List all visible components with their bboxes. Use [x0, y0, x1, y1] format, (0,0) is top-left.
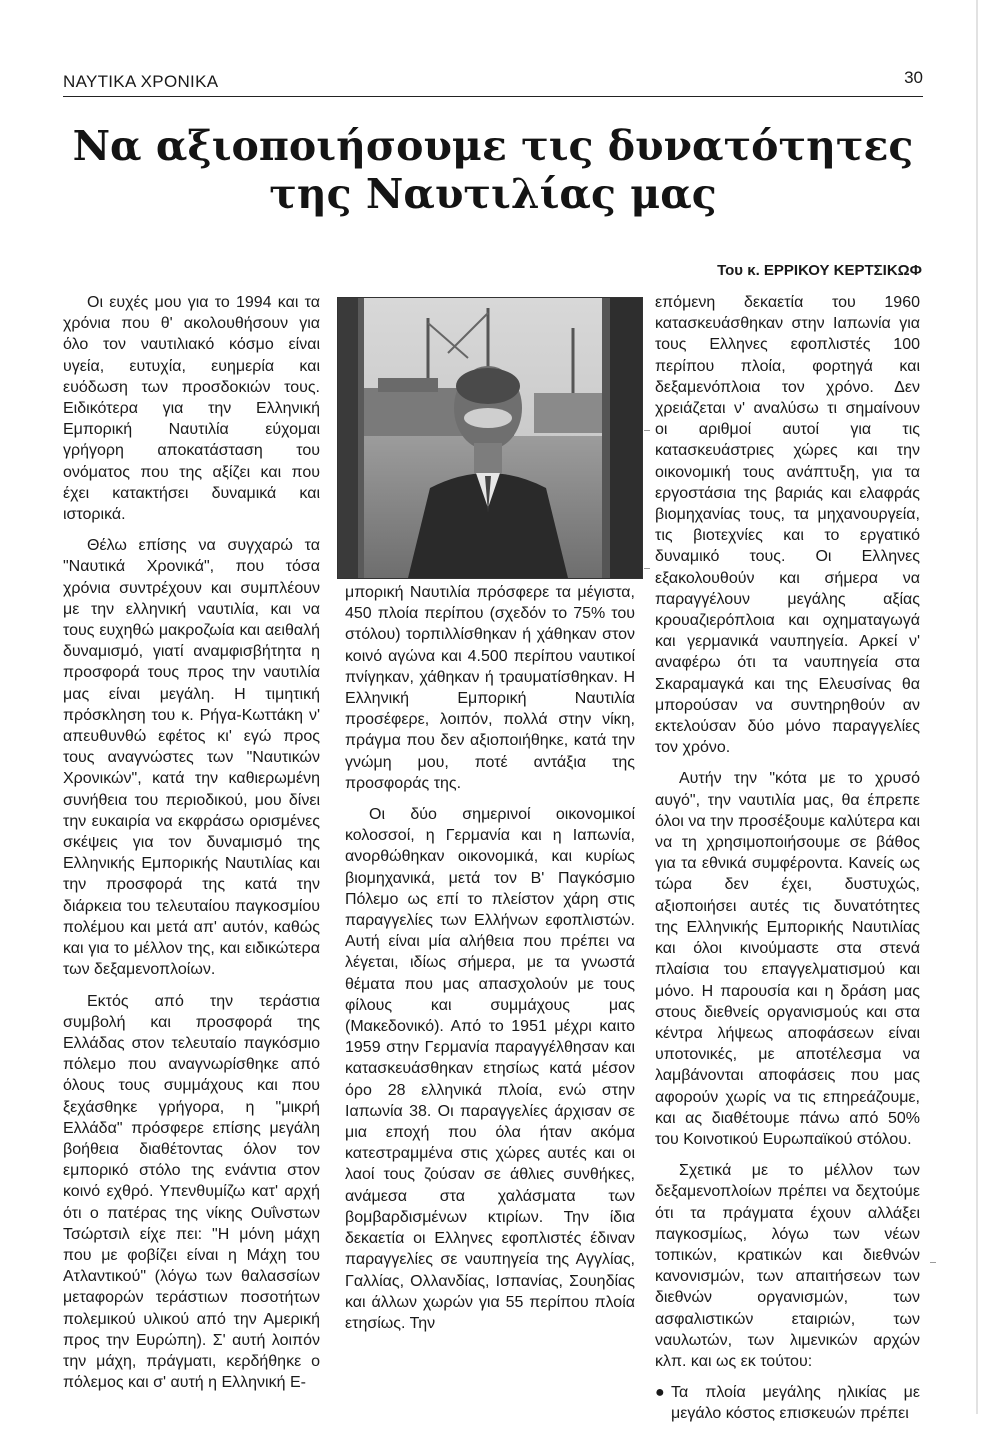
- column-rule-mark: [644, 430, 650, 431]
- paragraph: Θέλω επίσης να συγχαρώ τα "Ναυτικά Χρονικά", που τόσα χρόνια συντρέχουν και συμπλέουν με την ελληνική ναυτιλία, και να τους ευχηθώ μακροζωία και αειθαλή δυναμισμό, γιατί αναμφισβήτητα η προσφορά τους προς την ναυτιλία μας είναι μεγάλη. Η τιμητική πρόσκληση του κ. Ρήγα-Κωττάκη ν' απευθυνθώ εφέτος κι' εγώ προς τους αναγνώστες των "Ναυτικών Χρονικών", κατά την καθιερωμένη συνήθεια του περιοδικού, μου δίνει την ευκαιρία να εκφράσω ορισμένες σκέψεις για τον δυναμισμό της Ελληνικής Εμπορικής Ναυτιλίας και την προσφορά της κατά την διάρκεια του τελευταίου παγκοσμίου πολέμου και μετά απ' αυτόν, καθώς και για το μέλλον της, και ειδικώτερα των δεξαμενοπλοίων.: [63, 537, 320, 979]
- magazine-name: ΝΑΥΤΙΚΑ ΧΡΟΝΙΚΑ: [63, 72, 219, 91]
- paragraph: επόμενη δεκαετία του 1960 κατασκευάσθηκαν στην Ιαπωνία για τους Ελληνες εφοπλιστές 100 περίπου πλοία, φορτηγά και δεξαμενόπλοια τον χρόνο. Δεν χρειάζεται ν' αναλύσω τι σημαίνουν οι αριθμοί αυτοί για τις κατασκευάστριες χώρες και την οικονομική τους ανάπτυξη, για τα εργοστάσια της βαριάς και ελαφράς βιομηχανίας τους, τα μηχανουργεία, τις βιοτεχνίες και το εργατικό δυναμικό τους. Οι Ελληνες εξακολουθούν και σήμερα να παραγγέλουν μεγάλης αξίας κρουαζιερόπλοια και οχηματαγωγά και γερμανικά ναυπηγεία. Αρκεί ν' αναφέρω ότι τα ναυπηγεία στα Σκαραμαγκά και της Ελευσίνας θα μπορούσαν να συντηρηθούν αν εκτελούσαν δύο μόνο παραγγελίες τον χρόνο.: [655, 294, 920, 757]
- running-head: [63, 66, 923, 97]
- paragraph: Οι ευχές μου για το 1994 και τα χρόνια που θ' ακολουθήσουν για όλο τον ναυτιλιακό κόσμο είναι υγεία, ευτυχία, ευημερία και ευόδωση των προσδοκιών τους. Ειδικότερα για την Ελληνική Εμπορική Ναυτιλία εύχομαι γρήγορη αποκατάσταση του ονόματος που της αξίζει και που έχει κατακτήσει δυναμικά και ιστορικά.: [63, 294, 320, 524]
- bullet-icon: ●: [655, 1384, 665, 1402]
- paragraph: Αυτήν την "κότα με το χρυσό αυγό", την ναυτιλία μας, θα έπρεπε όλοι να την προσέξουμε καλύτερα και να τη χρησιμοποιήσουμε σε βάθος για τα εθνικά συμφέροντα. Κανείς ως τώρα δεν έχει, δυστυχώς, αξιοποιήσει αυτές τις δυνατότητες της Ελληνικής Εμπορικής Ναυτιλίας και όλοι κινούμαστε στα στενά πλαίσια του επαγγελματισμού και μόνο. Η παρουσία και η δράση μας στους διεθνείς οργανισμούς και στα κέντρα λήψεως αποφάσεων είναι υποτονικές, με αποτέλεσμα να λαμβάνονται αποφάσεις που μας αφορούν χωρίς να τις επηρεάζουμε, και ας διαθέτουμε πάνω από 50% του Κοινοτικού Ευρωπαϊκού στόλου.: [655, 770, 920, 1148]
- page-number: 30: [904, 68, 923, 87]
- bullet-text: Τα πλοία μεγάλης ηλικίας με μεγάλο κόστος επισκευών πρέπει: [671, 1384, 920, 1423]
- column-3: [655, 292, 920, 1435]
- paragraph: Εκτός από την τεράστια συμβολή και προσφορά της Ελλάδας στον τελευταίο παγκόσμιο πόλεμο που αναγνωρίσθηκε από όλους τους συμμάχους και που ξεχάσθηκε γρήγορα, η "μικρή Ελλάδα" πρόσφερε επίσης μεγάλη βοήθεια διαθέτοντας όλον τον εμπορικό στόλο της ενάντια στον κοινό εχθρό. Υπενθυμίζω κατ' αρχή ότι ο πατέρας της νίκης Ουΐνστων Τσώρτσιλ είχε πει: "Η μόνη μάχη που με φοβίζει είναι η Μάχη του Ατλαντικού" (λόγω των θαλασσίων μεταφορών τεράστιων ποσοτήτων πολεμικού υλικού από την Αμερική προς την Ευρώπη). Σ' αυτή λοιπόν την μάχη, πράγματι, κερδήθηκε ο πόλεμος και σ' αυτή η Ελληνική Ε-: [63, 992, 320, 1392]
- paragraph: Σχετικά με το μέλλον των δεξαμενοπλοίων πρέπει να δεχτούμε ότι τα πράγματα έχουν αλλάξει παγκοσμίως, λόγω των νέων τοπικών, κρατικών και διεθνών κανονισμών, των απαιτήσεων των διεθνών οργανισμών, των ασφαλιστικών εταιριών, των ναυλωτών, των λιμενικών αρχών κλπ. και ως εκ τούτου:: [655, 1162, 920, 1370]
- column-rule-mark: [644, 568, 650, 569]
- article-title: Να αξιοποιήσουμε τις δυνατότητες της Ναυτιλίας μας: [72, 122, 914, 218]
- column-2: [345, 582, 635, 1344]
- author-photo: [337, 297, 643, 579]
- paragraph: Οι δύο σημερινοί οικονομικοί κολοσσοί, η Γερμανία και η Ιαπωνία, ανορθώθηκαν οικονομικά, και κυρίως βιομηχανικά, μετά τον Β' Παγκόσμιο Πόλεμο ως επί το πλείστον χάρη στις παραγγελίες των Ελλήνων εφοπλιστών. Αυτή είναι μία αλήθεια που πρέπει να λέγεται, ιδίως σήμερα, με τα γνωστά θέματα που μας απασχολούν με τους φίλους και συμμάχους μας (Μακεδονικό). Από το 1951 μέχρι καιτο 1959 στην Γερμανία παραγγέλθησαν και κατασκευάσθηκαν ετησίως κατά μέσον όρο 28 ελληνικά πλοία, ενώ στην Ιαπωνία 38. Οι παραγγελίες άρχισαν σε μια εποχή που όλα ήταν ακόμα κατεστραμμένα στις χώρες αυτές και οι λαοί τους ζούσαν σε άθλιες συνθήκες, ανάμεσα στα χαλάσματα των βομβαρδισμένων κτιρίων. Την ίδια δεκαετία οι Ελληνες εφοπλιστές έδιναν παραγγελίες σε ναυπηγεία της Αγγλίας, Γαλλίας, Ολλανδίας, Ισπανίας, Σουηδίας και άλλων χωρών για 55 περίπου πλοία ετησίως. Την: [345, 806, 635, 1332]
- paragraph: μπορική Ναυτιλία πρόσφερε τα μέγιστα, 450 πλοία περίπου (σχεδόν το 75% του στόλου) τορπιλλίσθηκαν ή χάθηκαν στον κοινό αγώνα και 4.500 περίπου ναυτικοί πνίγηκαν, χάθηκαν ή τραυματίσθηκαν. Η Ελληνική Εμπορική Ναυτιλία προσέφερε, λοιπόν, πολλά στην νίκη, πράγμα που δεν αξιοποιήθηκε, κατά την γνώμη μου, ποτέ αντάξια της προσφοράς της.: [345, 584, 635, 792]
- column-1: [63, 292, 320, 1403]
- portrait-photo-illustration: [338, 298, 642, 578]
- bullet-item: [655, 1382, 920, 1424]
- column-rule-mark: [930, 1262, 936, 1263]
- scan-edge: [976, 0, 978, 1414]
- byline: Του κ. ΕΡΡΙΚΟΥ ΚΕΡΤΣΙΚΩΦ: [717, 262, 922, 279]
